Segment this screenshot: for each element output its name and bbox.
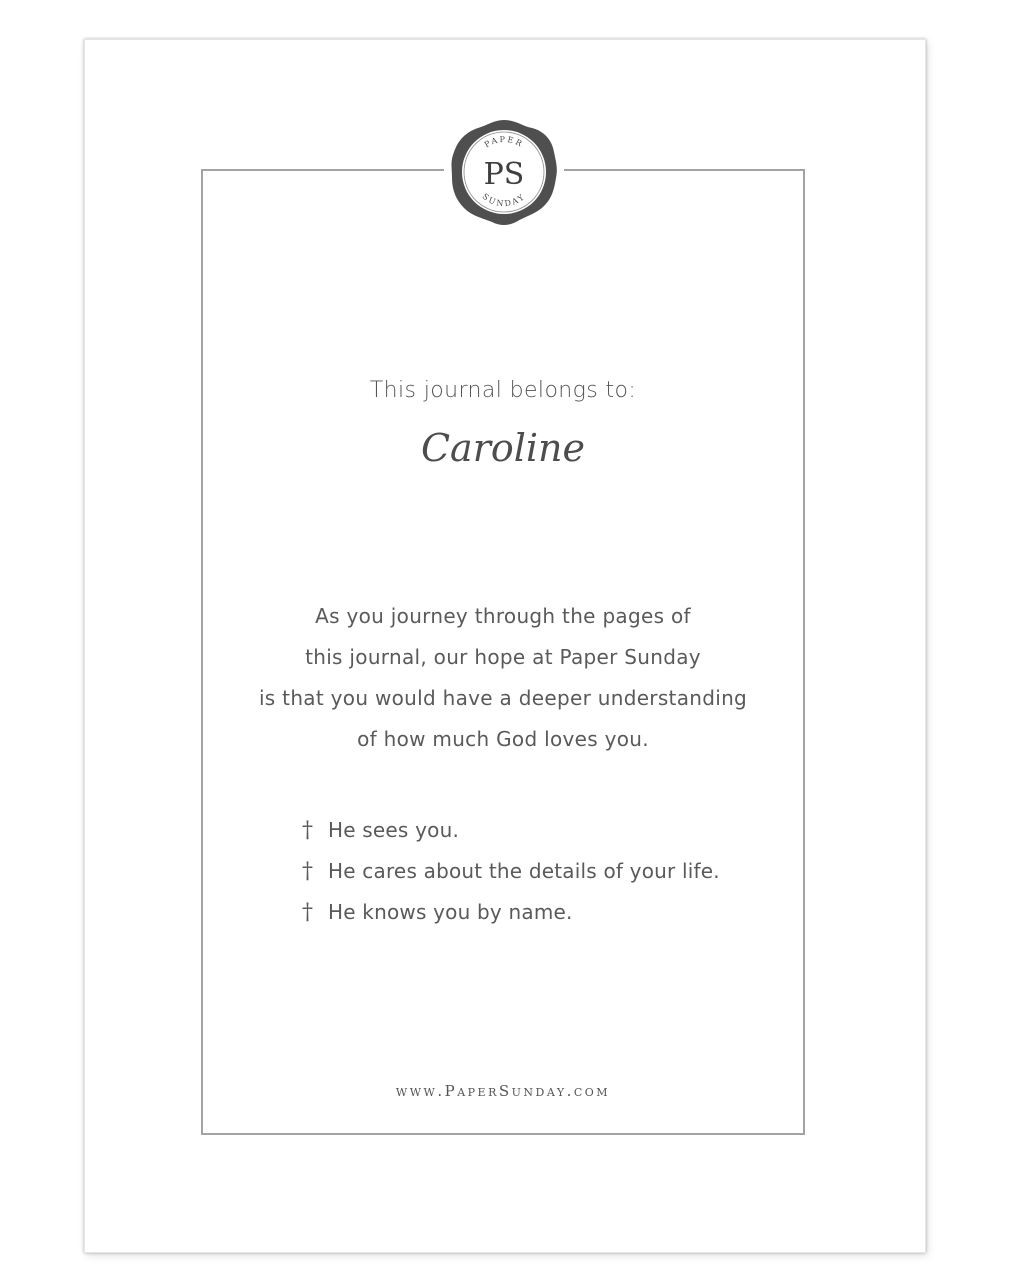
cross-icon: † xyxy=(302,818,314,843)
list-item xyxy=(302,810,720,851)
truth-text: He knows you by name. xyxy=(328,900,573,924)
message-line: of how much God loves you. xyxy=(357,727,649,751)
belongs-to-label: This journal belongs to: xyxy=(369,378,637,403)
seal-logo-icon xyxy=(448,118,560,226)
cross-icon: † xyxy=(302,900,314,925)
seal-monogram: PS xyxy=(483,157,525,192)
cross-icon: † xyxy=(302,859,314,884)
truth-text: He sees you. xyxy=(328,818,460,842)
truth-text: He cares about the details of your life. xyxy=(328,859,720,883)
owner-name: Caroline xyxy=(420,426,586,470)
message-line: is that you would have a deeper understanding xyxy=(258,686,748,710)
dedication-message xyxy=(201,596,805,760)
list-item xyxy=(302,892,720,933)
list-item xyxy=(302,851,720,892)
truths-list xyxy=(302,810,720,933)
message-line: this journal, our hope at Paper Sunday xyxy=(305,645,701,669)
seal-bottom-text: SUNDAY xyxy=(480,191,528,209)
message-line: As you journey through the pages of xyxy=(315,604,691,628)
website-url: www.PaperSunday.com xyxy=(395,1082,611,1100)
paper-sunday-seal-logo xyxy=(448,118,560,226)
seal-top-text: PAPER xyxy=(482,134,526,150)
